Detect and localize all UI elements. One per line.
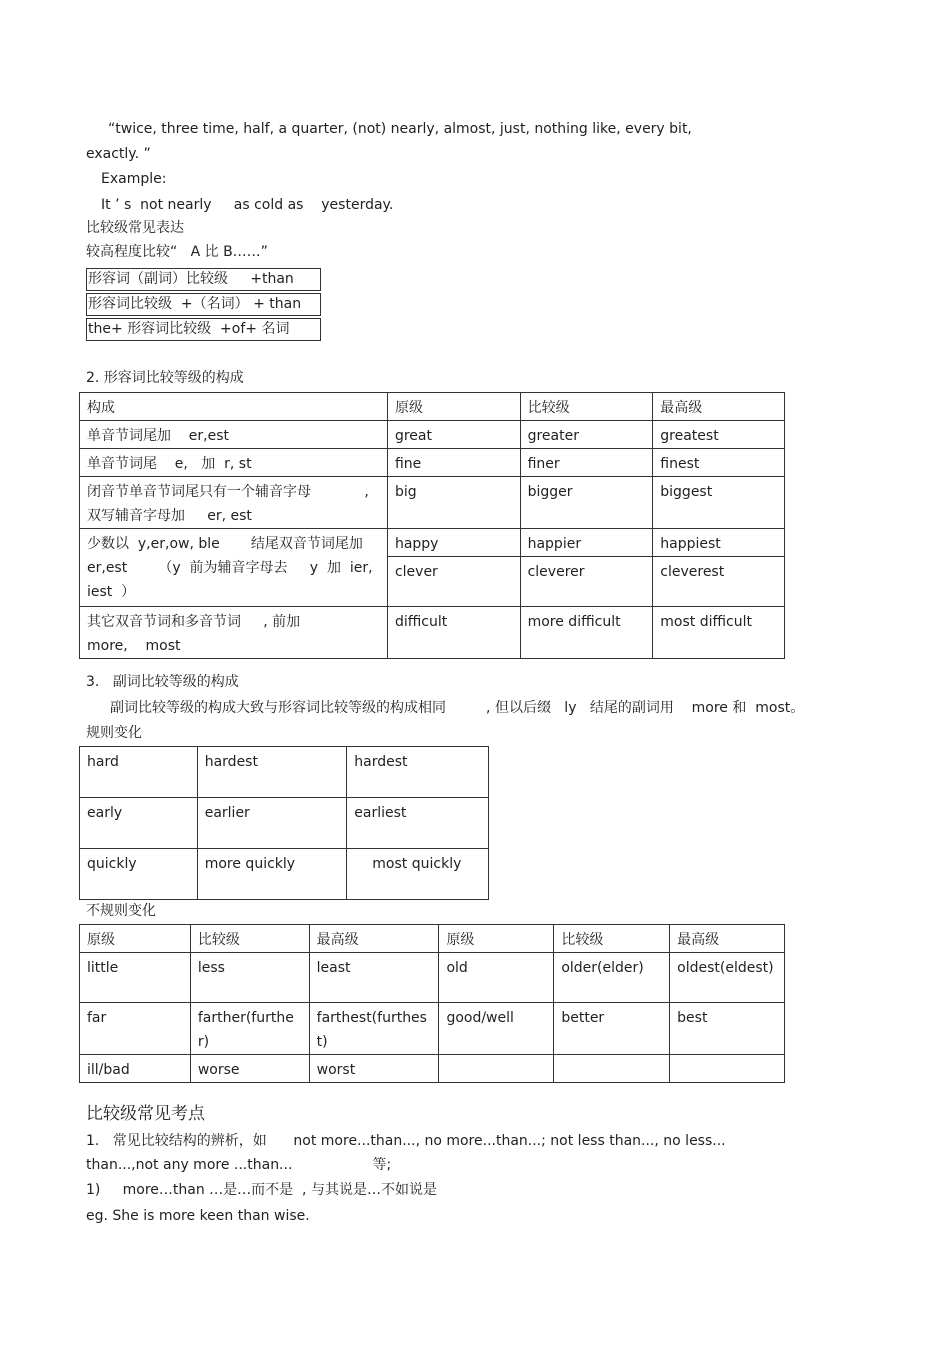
point-2: 1) more…than …是…而不是 , 与其说是…不如说是 [86, 1182, 437, 1198]
table-row: 少数以 y,er,ow, ble 结尾双音节词尾加 er,est （y 前为辅音字母去 y 加 ier, iest ） happy happier happiest [80, 529, 785, 557]
header-cell: 构成 [80, 393, 388, 421]
table-row: ill/bad worse worst [80, 1055, 785, 1083]
intro-line-2: exactly. ” [86, 146, 151, 162]
table-row: early earlier earliest [80, 798, 489, 849]
table-row: 其它双音节词和多音节词 , 前加 more, most difficult more difficult most difficult [80, 607, 785, 659]
pattern-box-2: 形容词比较级 +（名词） + than [86, 293, 321, 316]
example-label: Example: [101, 171, 167, 187]
irregular-label: 不规则变化 [86, 903, 156, 919]
header-cell: 最高级 [670, 925, 785, 953]
table-row: far farther(further) farthest(furthest) good/well better best [80, 1003, 785, 1055]
header-cell: 原级 [439, 925, 554, 953]
regular-label: 规则变化 [86, 725, 142, 741]
header-cell: 原级 [387, 393, 520, 421]
section2-title: 2. 形容词比较等级的构成 [86, 370, 244, 386]
table-row: little less least old older(elder) oldest(eldest) [80, 953, 785, 1003]
point-1-line-2: than...,not any more ...than... 等; [86, 1157, 392, 1173]
example-text: It ’ s not nearly as cold as yesterday. [101, 197, 394, 213]
irregular-table [79, 924, 785, 1083]
header-cell: 比较级 [190, 925, 309, 953]
table-row: 闭音节单音节词尾只有一个辅音字母 , 双写辅音字母加 er, est big bigger biggest [80, 477, 785, 529]
table-row: 单音节词尾加 er,est great greater greatest [80, 421, 785, 449]
pattern-box-3: the+ 形容词比较级 +of+ 名词 [86, 318, 321, 341]
regular-table [79, 746, 489, 900]
header-cell: 最高级 [653, 393, 785, 421]
comparative-subtitle: 较高程度比较“ A 比 B……” [86, 244, 268, 260]
adjective-table [79, 392, 785, 659]
table-row: quickly more quickly most quickly [80, 849, 489, 900]
example-sentence: eg. She is more keen than wise. [86, 1208, 310, 1224]
table-row: clever cleverer cleverest [80, 557, 785, 607]
header-cell: 最高级 [309, 925, 439, 953]
section3-desc: 副词比较等级的构成大致与形容词比较等级的构成相同 , 但以后缀 ly 结尾的副词用 more 和 most。 [110, 700, 805, 716]
header-cell: 原级 [80, 925, 191, 953]
section3-title: 3. 副词比较等级的构成 [86, 674, 239, 690]
points-title: 比较级常见考点 [86, 1104, 205, 1124]
intro-line-1: “twice, three time, half, a quarter, (not) nearly, almost, just, nothing like, every bit, [108, 121, 692, 137]
point-1-line-1: 1. 常见比较结构的辨析，如 not more...than..., no more...than...; not less than..., no less... [86, 1133, 726, 1149]
pattern-box-1: 形容词（副词）比较级 +than [86, 268, 321, 291]
header-cell: 比较级 [554, 925, 670, 953]
header-cell: 比较级 [520, 393, 653, 421]
comparative-title: 比较级常见表达 [86, 220, 184, 236]
table-row: hard hardest hardest [80, 747, 489, 798]
table-row: 单音节词尾 e, 加 r, st fine finer finest [80, 449, 785, 477]
